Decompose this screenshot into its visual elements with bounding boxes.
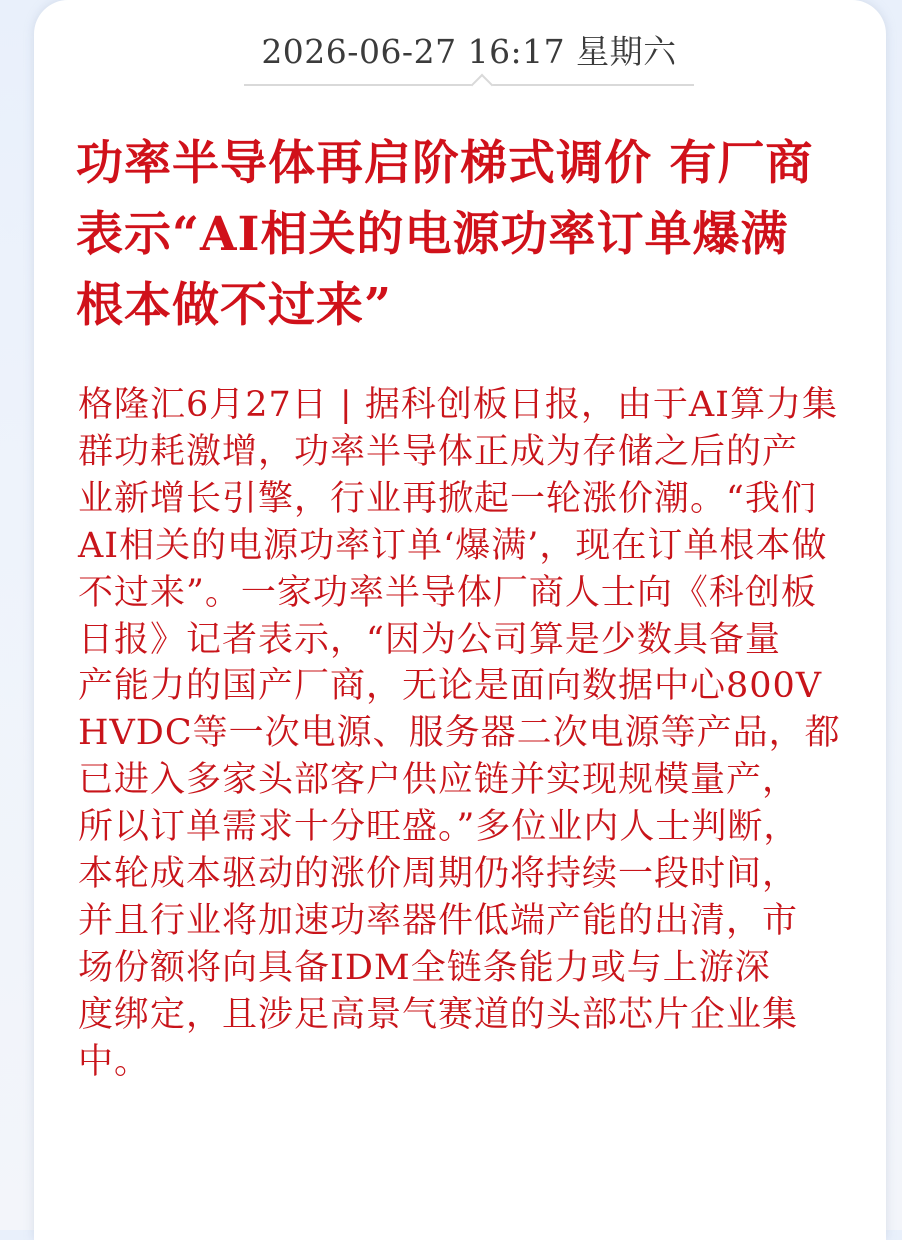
body-line: 已进入多家头部客户供应链并实现规模量产， xyxy=(78,760,799,801)
body-line: 本轮成本驱动的涨价周期仍将持续一段时间， xyxy=(78,854,799,895)
body-line: AI相关的电源功率订单‘爆满’，现在订单根本做 xyxy=(78,525,828,566)
body-line: 产能力的国产厂商，无论是面向数据中心800V xyxy=(78,666,823,707)
date-header xyxy=(244,18,694,88)
date-pointer xyxy=(471,74,494,97)
date-divider xyxy=(244,84,694,86)
article-body xyxy=(78,382,848,1086)
body-line: 所以订单需求十分旺盛。”多位业内人士判断， xyxy=(78,807,800,848)
headline-line: 根本做不过来” xyxy=(76,278,393,333)
body-line: 业新增长引擎，行业再掀起一轮涨价潮。“我们 xyxy=(78,478,817,519)
body-line: 群功耗激增，功率半导体正成为存储之后的产 xyxy=(78,431,799,472)
body-line: 格隆汇6月27日 | 据科创板日报，由于AI算力集 xyxy=(78,385,838,425)
body-line: 度绑定，且涉足高景气赛道的头部芯片企业集 xyxy=(78,994,799,1035)
headline-line: 表示“AI相关的电源功率订单爆满 xyxy=(76,207,789,262)
body-line: 场份额将向具备IDM全链条能力或与上游深 xyxy=(78,947,771,988)
article-headline xyxy=(76,128,846,341)
date-time: 2026-06-27 16:17 星期六 xyxy=(261,32,677,71)
body-line: 日报》记者表示，“因为公司算是少数具备量 xyxy=(78,619,781,660)
body-line: 并且行业将加速功率器件低端产能的出清，市 xyxy=(78,900,799,941)
headline-line: 功率半导体再启阶梯式调价 有厂商 xyxy=(76,136,814,191)
body-line: 中。 xyxy=(78,1041,151,1082)
body-line: HVDC等一次电源、服务器二次电源等产品，都 xyxy=(78,713,841,754)
body-line: 不过来”。一家功率半导体厂商人士向《科创板 xyxy=(78,572,817,613)
